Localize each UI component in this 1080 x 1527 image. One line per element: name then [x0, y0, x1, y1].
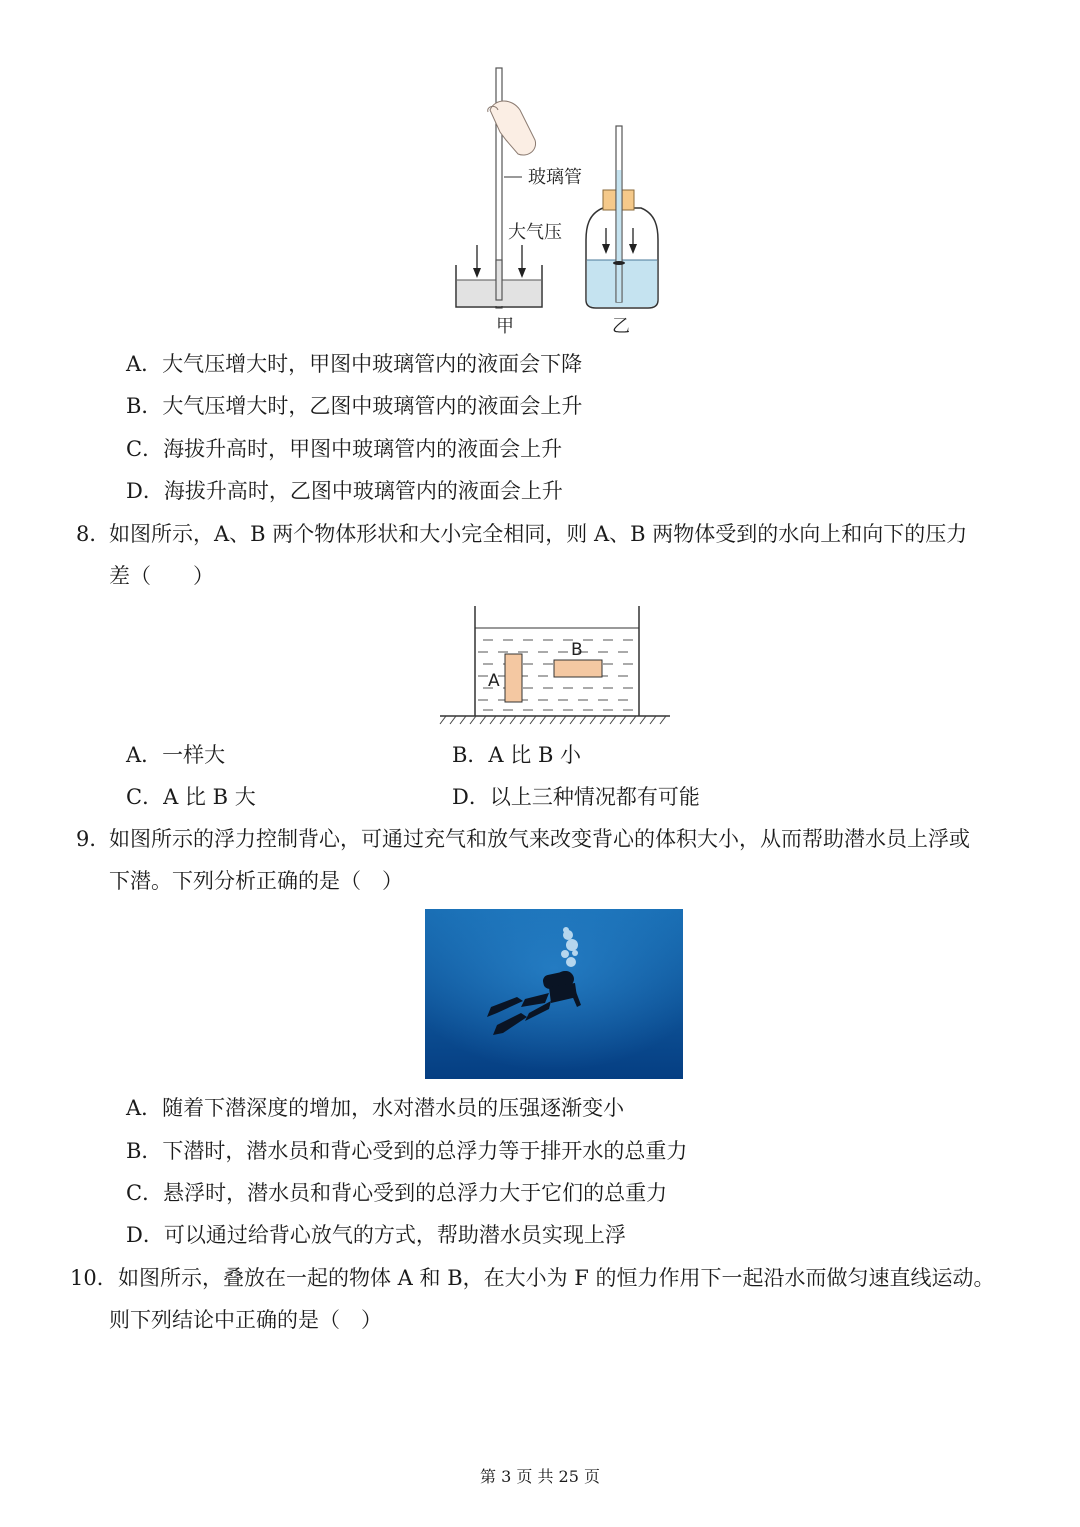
glass-tube-label: 玻璃管	[528, 167, 582, 188]
jia-label: 甲	[496, 316, 514, 337]
q9-stem-line1: 如图所示的浮力控制背心，可通过充气和放气来改变背心的体积大小，从而帮助潜水员上浮或	[109, 827, 970, 851]
blocks-in-water-figure	[438, 602, 672, 730]
q9-option-c: C．悬浮时，潜水员和背心受到的总浮力大于它们的总重力	[126, 1181, 668, 1205]
q7-option-a: A．大气压增大时，甲图中玻璃管内的液面会下降	[126, 352, 583, 376]
q8-option-d: D．以上三种情况都有可能	[452, 785, 700, 809]
q9-option-d: D．可以通过给背心放气的方式，帮助潜水员实现上浮	[126, 1223, 626, 1247]
q8-option-a: A．一样大	[126, 743, 226, 767]
q9-option-a: A．随着下潜深度的增加，水对潜水员的压强逐渐变小	[126, 1096, 625, 1120]
q7-option-b: B．大气压增大时，乙图中玻璃管内的液面会上升	[126, 394, 583, 418]
block-a	[505, 654, 522, 702]
q8-option-b: B．A 比 B 小	[452, 743, 582, 767]
air-pressure-label: 大气压	[508, 222, 562, 243]
diver-photo	[425, 909, 683, 1079]
q7-option-c: C．海拔升高时，甲图中玻璃管内的液面会上升	[126, 437, 563, 461]
block-b	[554, 660, 602, 677]
q8-option-c: C．A 比 B 大	[126, 785, 256, 809]
pressure-experiment-figure	[440, 60, 670, 340]
q8-number: 8．	[76, 522, 111, 546]
label-b: B	[571, 640, 583, 660]
q8-stem-line1: 如图所示，A、B 两个物体形状和大小完全相同，则 A、B 两物体受到的水向上和向下的压力	[109, 522, 968, 546]
q7-option-d: D．海拔升高时，乙图中玻璃管内的液面会上升	[126, 479, 563, 503]
q10-stem-line1: 如图所示，叠放在一起的物体 A 和 B，在大小为 F 的恒力作用下一起沿水而做匀速直线运动。	[118, 1266, 995, 1290]
q10-number: 10．	[70, 1266, 118, 1290]
q9-option-b: B．下潜时，潜水员和背心受到的总浮力等于排开水的总重力	[126, 1139, 688, 1163]
q10-stem-line2: 则下列结论中正确的是（ ）	[109, 1308, 382, 1332]
yi-label: 乙	[612, 316, 630, 337]
q8-stem-line2: 差（ ）	[109, 564, 214, 588]
q9-number: 9．	[76, 827, 111, 851]
page-footer: 第 3 页 共 25 页	[480, 1467, 600, 1486]
label-a: A	[488, 671, 500, 691]
q9-stem-line2: 下潜。下列分析正确的是（ ）	[109, 869, 403, 893]
